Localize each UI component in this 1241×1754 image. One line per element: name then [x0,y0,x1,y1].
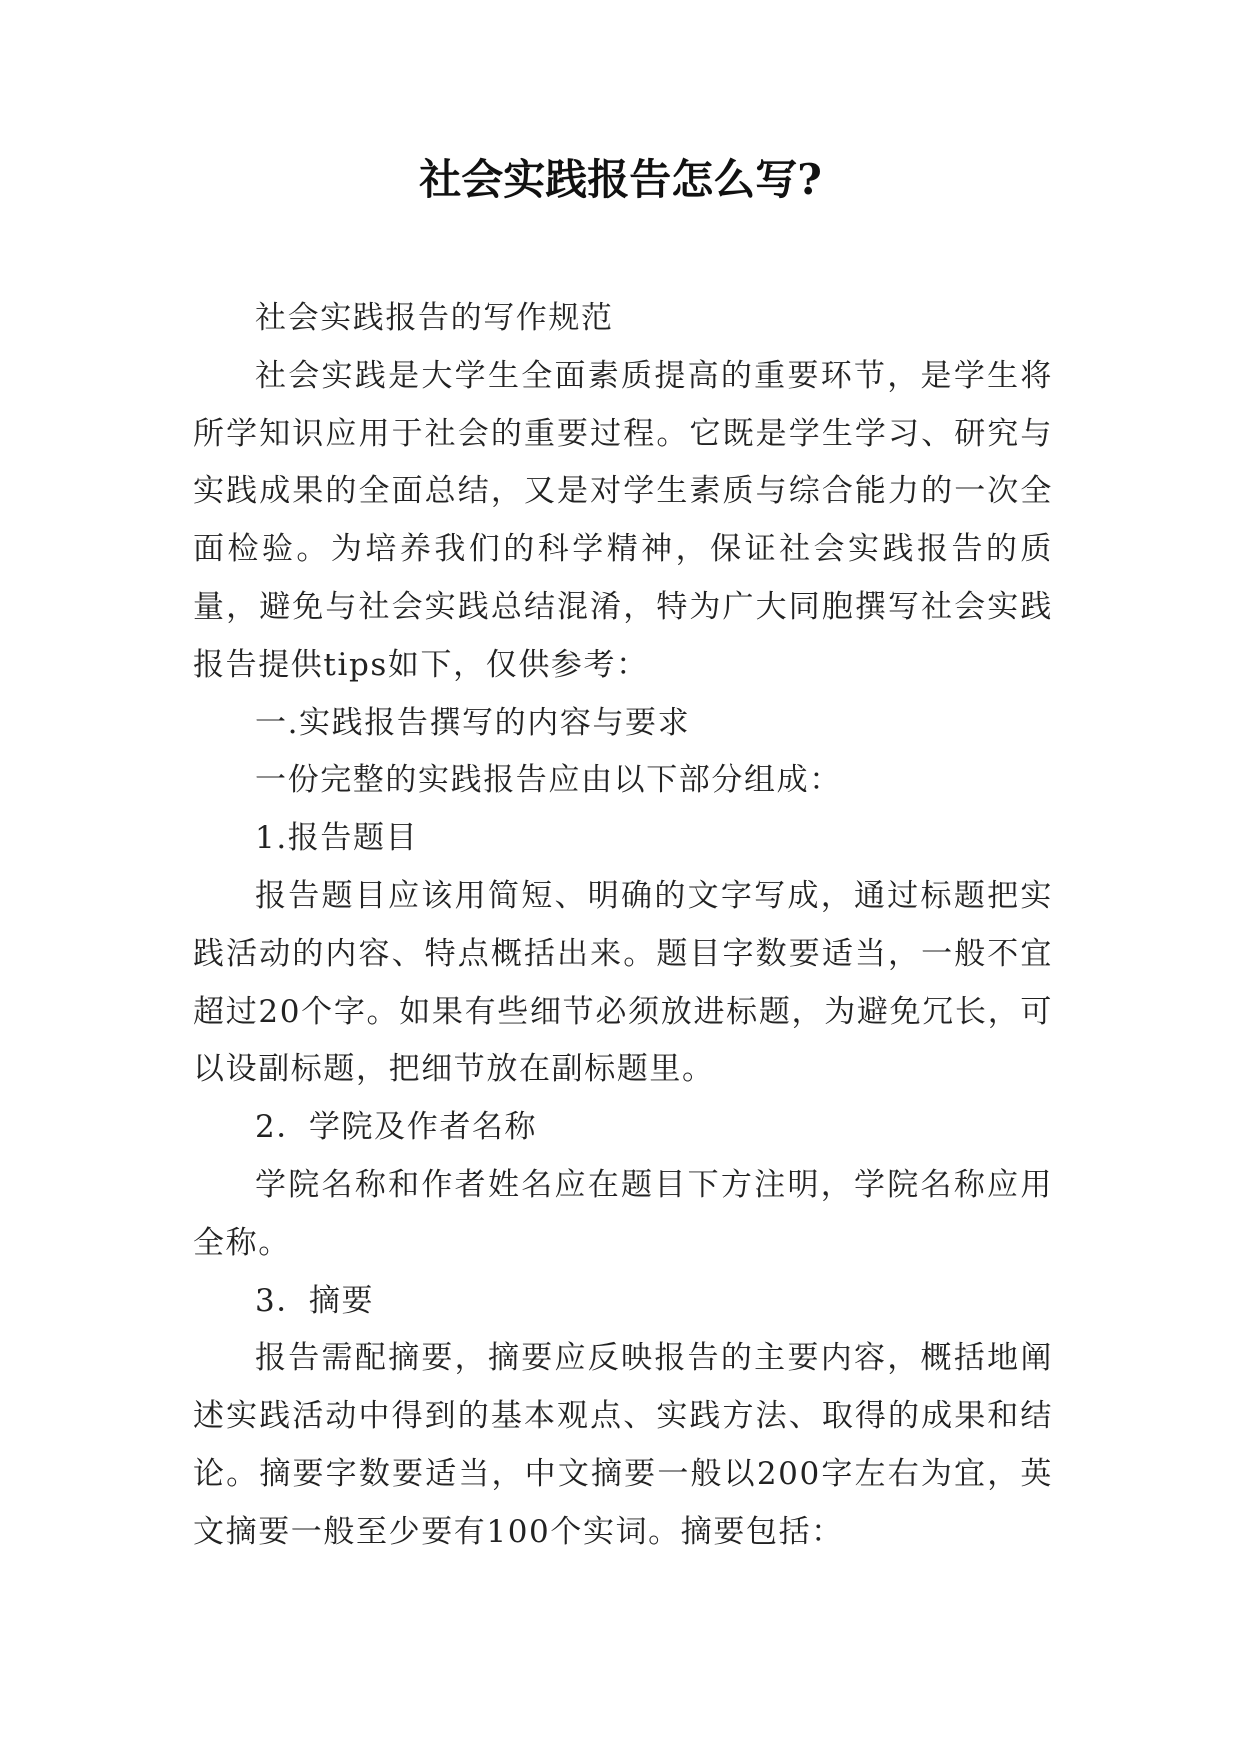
section-heading: 1.报告题目 [255,820,419,857]
paragraph: 报告需配摘要，摘要应反映报告的主要内容，概括地阐述实践活动中得到的基本观点、实践方法、取得的成果和结论。摘要字数要适当，中文摘要一般以200字左右为宜，英文摘要一般至少要有100个实词。摘要包括： [193,1340,1053,1550]
section-heading: 社会实践报告的写作规范 [255,300,614,336]
section-heading: 2．学院及作者名称 [255,1109,538,1146]
paragraph: 学院名称和作者姓名应在题目下方注明，学院名称应用全称。 [193,1166,1053,1261]
page-title: 社会实践报告怎么写? [419,155,822,204]
paragraph: 报告题目应该用简短、明确的文字写成，通过标题把实践活动的内容、特点概括出来。题目字数要适当，一般不宜超过20个字。如果有些细节必须放进标题，为避免冗长，可以设副标题，把细节放在副标题里。 [193,877,1053,1088]
section-heading: 3．摘要 [255,1282,375,1319]
paragraph: 社会实践是大学生全面素质提高的重要环节，是学生将所学知识应用于社会的重要过程。它既是学生学习、研究与实践成果的全面总结，又是对学生素质与综合能力的一次全面检验。为培养我们的科学精神，保证社会实践报告的质量，避免与社会实践总结混淆，特为广大同胞撰写社会实践报告提供tips如下，仅供参考： [193,357,1053,683]
section-heading: 一.实践报告撰写的内容与要求 [255,704,691,741]
paragraph: 一份完整的实践报告应由以下部分组成： [255,762,842,799]
document-body [193,290,1053,1562]
